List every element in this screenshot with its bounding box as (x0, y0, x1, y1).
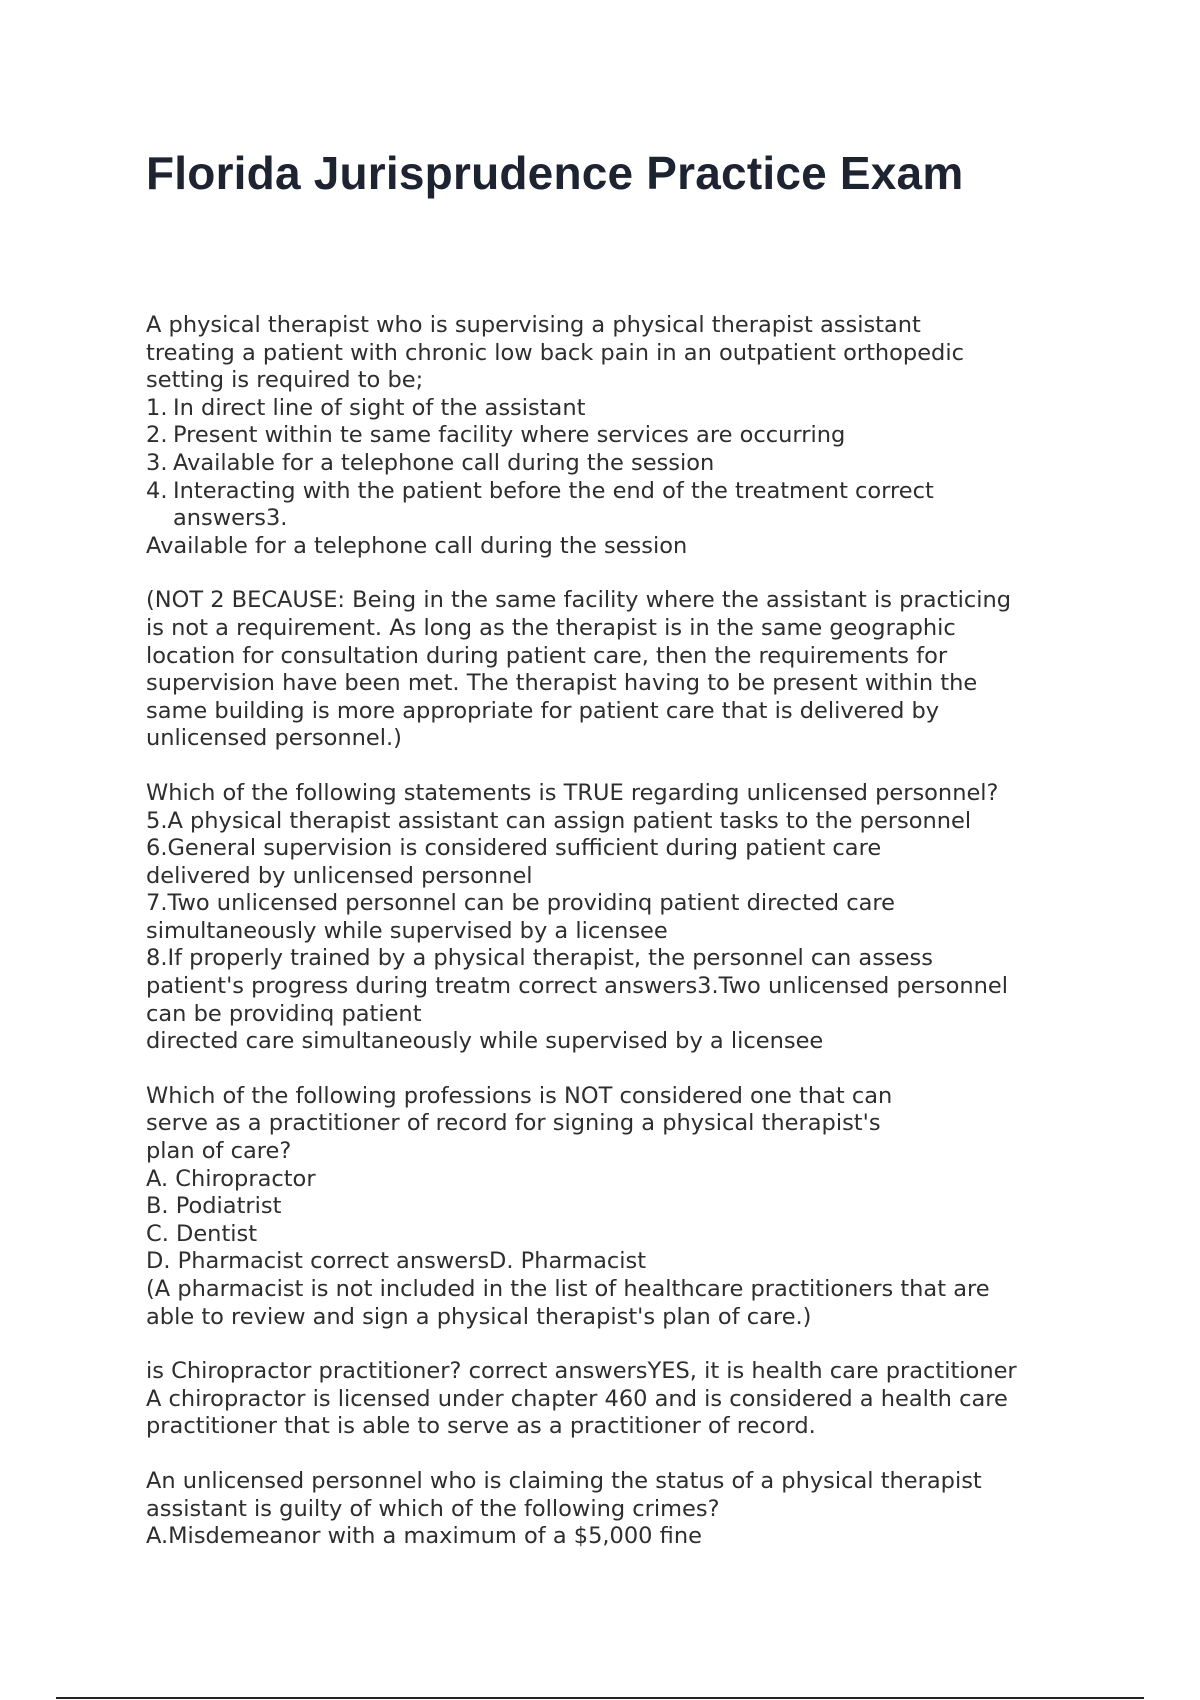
page-title: Florida Jurisprudence Practice Exam (146, 147, 964, 199)
option-item (146, 478, 1086, 533)
explanation-text: practitioner that is able to serve as a practitioner of record. (146, 1413, 816, 1440)
question-2 (146, 780, 1086, 1056)
question-3 (146, 1083, 1086, 1331)
question-text: setting is required to be; (146, 367, 424, 394)
question-text: A physical therapist who is supervising a physical therapist assistant (146, 312, 921, 338)
option-item (146, 450, 1086, 478)
option-text: patient's progress during treatm correct answers3.Two unlicensed personnel (146, 973, 1008, 1000)
question-5 (146, 1468, 1086, 1551)
spacer (146, 560, 1086, 587)
explanation-text: is not a requirement. As long as the therapist is in the same geographic (146, 614, 956, 641)
explanation-text: (NOT 2 BECAUSE: Being in the same facility where the assistant is practicing (146, 587, 1012, 614)
explanation-text: (A pharmacist is not included in the list of healthcare practitioners that are (146, 1276, 990, 1302)
explanation-text: supervision have been met. The therapist having to be present within the (146, 670, 978, 697)
explanation-text: same building is more appropriate for patient care that is delivered by (146, 697, 940, 724)
explanation-text: able to review and sign a physical therapist's plan of care.) (146, 1303, 812, 1330)
question-text: serve as a practitioner of record for signing a physical therapist's (146, 1110, 881, 1137)
option-text: 5.A physical therapist assistant can assign patient tasks to the personnel (146, 807, 972, 834)
explanation-text: unlicensed personnel.) (146, 725, 402, 752)
option-text: simultaneously while supervised by a licensee (146, 917, 668, 944)
question-text: Which of the following professions is NOT considered one that can (146, 1082, 893, 1109)
option-text: B. Podiatrist (146, 1193, 282, 1220)
option-text: delivered by unlicensed personnel (146, 862, 533, 889)
option-number: 1. (146, 394, 168, 421)
question-4 (146, 1358, 1086, 1441)
option-item (146, 422, 1086, 450)
question-1 (146, 312, 1086, 560)
option-text: 6.General supervision is considered sufficient during patient care (146, 835, 882, 862)
question-text: assistant is guilty of which of the following crimes? (146, 1495, 720, 1522)
option-text: A. Chiropractor (146, 1165, 316, 1192)
option-text: In direct line of sight of the assistant (173, 394, 586, 421)
explanation-text: location for consultation during patient care, then the requirements for (146, 642, 948, 669)
option-text: Available for a telephone call during the session (173, 449, 715, 476)
question-text: treating a patient with chronic low back pain in an outpatient orthopedic (146, 339, 964, 366)
option-number: 3. (146, 449, 168, 476)
question-text: An unlicensed personnel who is claiming the status of a physical therapist (146, 1467, 982, 1494)
answer-text: directed care simultaneously while supervised by a licensee (146, 1028, 824, 1055)
answer-text: Available for a telephone call during the session (146, 532, 688, 559)
option-text: A.Misdemeanor with a maximum of a $5,000 fine (146, 1523, 702, 1550)
footer-divider (56, 1697, 1144, 1699)
question-text: plan of care? (146, 1138, 292, 1165)
option-item (146, 395, 1086, 423)
question-text: is Chiropractor practitioner? correct answersYES, it is health care practitioner (146, 1358, 1017, 1385)
explanation-text: A chiropractor is licensed under chapter 460 and is considered a health care (146, 1385, 1008, 1412)
option-number: 2. (146, 422, 168, 449)
explanation-1 (146, 587, 1086, 753)
option-text: Present within te same facility where services are occurring (173, 422, 846, 449)
option-number: 4. (146, 477, 168, 504)
option-text: C. Dentist (146, 1220, 258, 1247)
option-text: D. Pharmacist correct answersD. Pharmacist (146, 1248, 647, 1275)
document-body (146, 312, 1086, 1578)
option-text: 7.Two unlicensed personnel can be providinq patient directed care (146, 890, 895, 917)
answer-text: can be providinq patient (146, 1000, 422, 1027)
option-text: Interacting with the patient before the end of the treatment correct answers3. (173, 477, 934, 532)
question-text: Which of the following statements is TRUE regarding unlicensed personnel? (146, 779, 999, 806)
option-text: 8.If properly trained by a physical therapist, the personnel can assess (146, 945, 933, 972)
